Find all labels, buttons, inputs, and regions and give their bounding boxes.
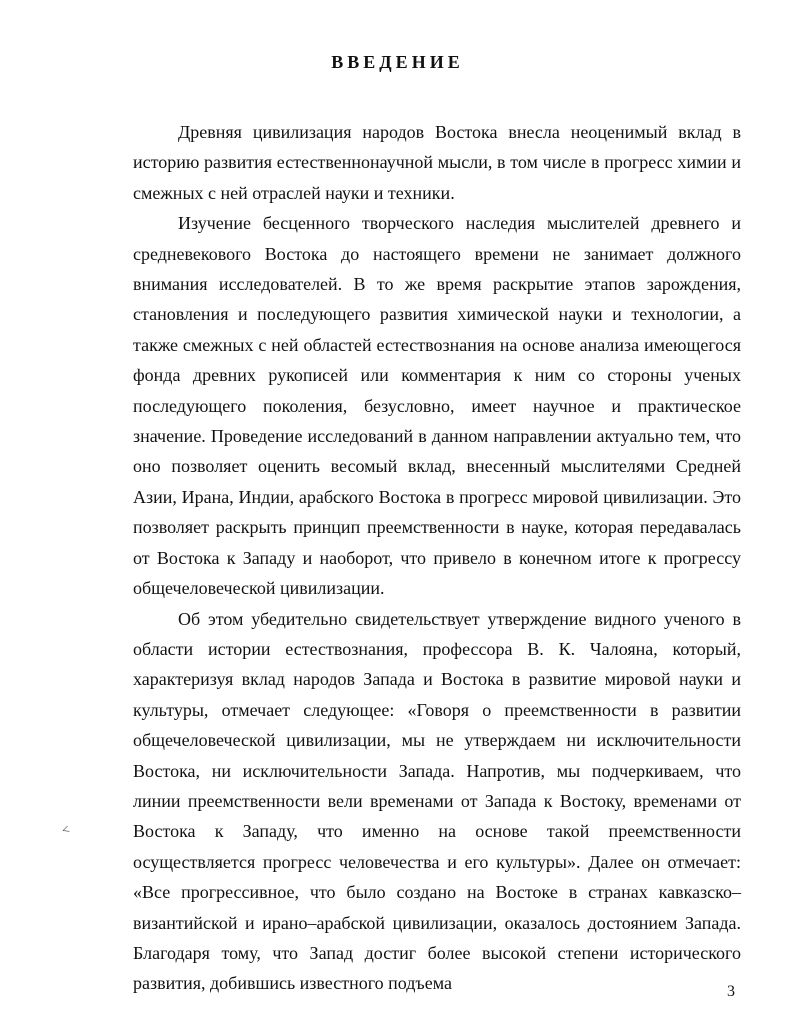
paragraph-2: Изучение бесценного творческого наследия мыслителей древнего и средневекового Востока до настоящего времени не занимает должного внимания исследователей. В то же время раскрытие этапов зарождения, становления и последующего развития химической науки и технологии, а также смежных с ней областей естествознания на основе анализа имеющегося фонда древних рукописей или комментария к ним со стороны ученых последующего поколения, безусловно, имеет научное и практическое значение. Проведение исследований в данном направлении актуально тем, что оно позволяет оценить весомый вклад, внесенный мыслителями Средней Азии, Ирана, Индии, арабского Востока в прогресс мировой цивилизации. Это позволяет раскрыть принцип преемственности в науке, которая передавалась от Востока к Западу и наоборот, что привело в конечном итоге к прогрессу общечеловеческой цивилизации. xyxy=(133,213,741,599)
paragraph-1: Древняя цивилизация народов Востока внесла неоценимый вклад в историю развития естественнонаучной мысли, в том числе в прогресс химии и смежных с ней отраслей науки и техники. xyxy=(133,122,741,203)
page-number: 3 xyxy=(727,983,735,1000)
page-title: ВВЕДЕНИЕ xyxy=(331,52,464,72)
paragraph-3: Об этом убедительно свидетельствует утверждение видного ученого в области истории естествознания, профессора В. К. Чалояна, который, характеризуя вклад народов Запада и Востока в развитие мировой науки и культуры, отмечает следующее: «Говоря о преемственности в развитии общечеловеческой цивилизации, мы не утверждаем ни исключительности Востока, ни исключительности Запада. Напротив, мы подчеркиваем, что линии преемственности вели временами от Запада к Востоку, временами от Востока к Западу, что именно на основе такой преемственности осуществляется прогресс человечества и его культуры». Далее он отмечает: «Все прогрессивное, что было создано на Востоке в странах кавказско–византийской и ирано–арабской цивилизации, оказалось достоянием Запада. Благодаря тому, что Запад достиг более высокой степени исторического развития, добившись известного подъема xyxy=(133,608,741,994)
body-text xyxy=(133,117,741,999)
margin-mark: < xyxy=(59,821,72,838)
